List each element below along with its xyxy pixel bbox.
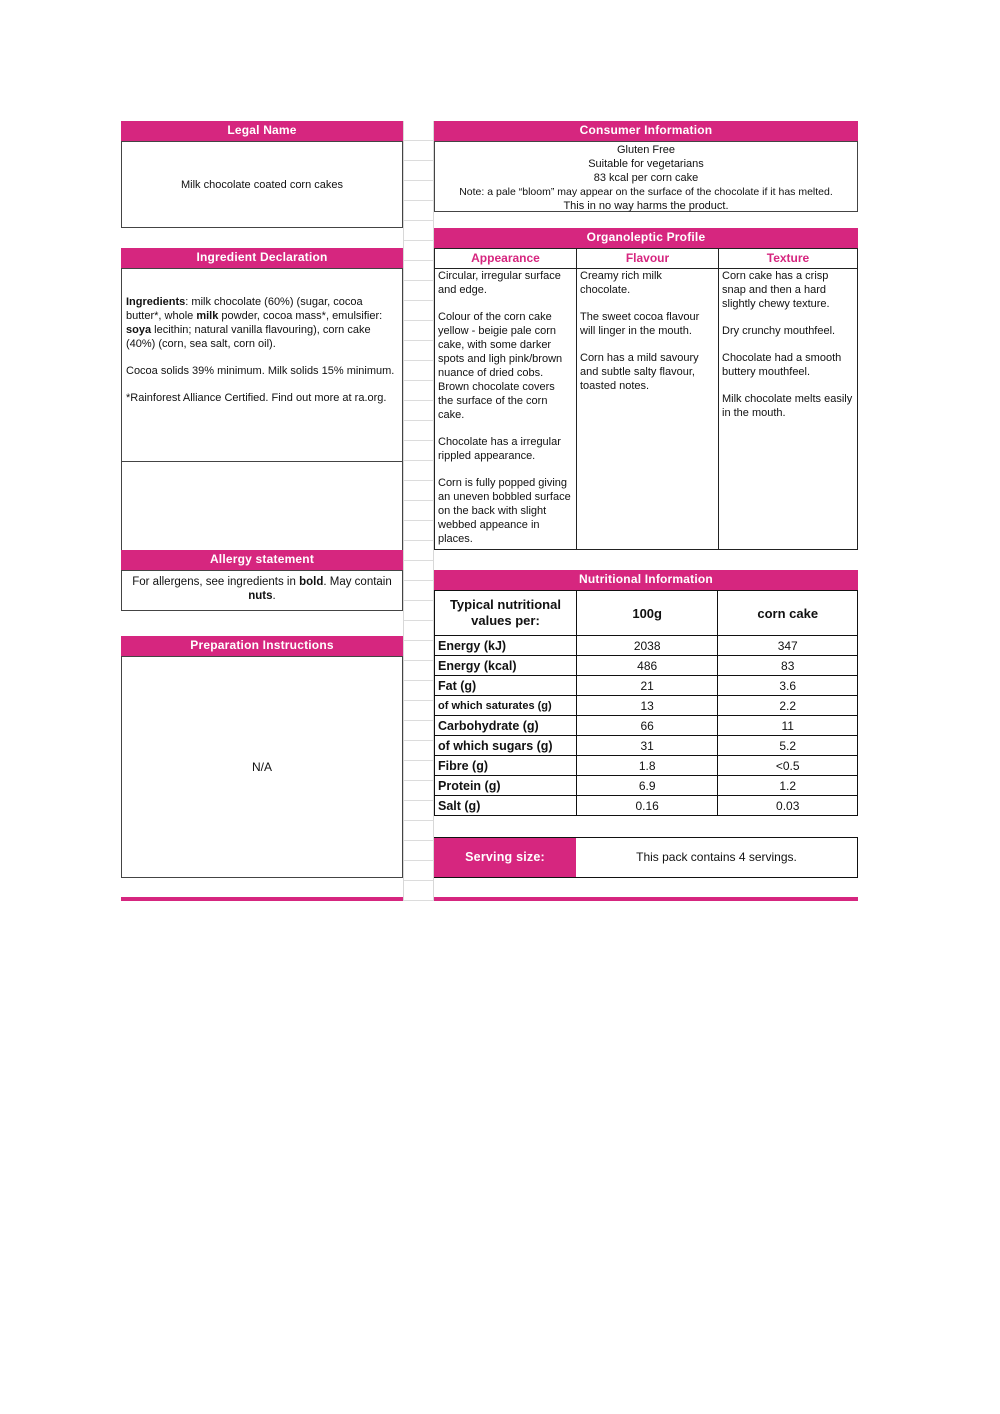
ingredients-part: powder, cocoa mass*, emulsifier: <box>218 310 383 322</box>
flavour-title: Flavour <box>577 249 718 269</box>
nutrition-label: Protein (g) <box>435 776 577 796</box>
serving-value: This pack contains 4 servings. <box>576 838 858 877</box>
nutrition-value-cake: <0.5 <box>718 756 858 776</box>
nutrition-label: Fibre (g) <box>435 756 577 776</box>
nutrition-label: Fat (g) <box>435 676 577 696</box>
ingredients-part: : milk chocolate (60%) (sugar, cocoa butter*, whole <box>126 296 363 322</box>
rainforest-note: *Rainforest Alliance Certified. Find out more at ra.org. <box>126 392 387 404</box>
nutrition-label: of which sugars (g) <box>435 736 577 756</box>
allergy-nuts: nuts <box>248 590 273 602</box>
ingredients-text <box>126 295 398 351</box>
texture-para: Milk chocolate melts easily in the mouth. <box>722 393 853 419</box>
nutrition-header: Nutritional Information <box>434 570 858 590</box>
nutrition-table <box>434 590 858 816</box>
nutrition-row <box>435 636 858 656</box>
consumer-line: This in no way harms the product. <box>563 200 729 212</box>
texture-para: Corn cake has a crisp snap and then a hard slightly chewy texture. <box>722 270 830 310</box>
left-bottom-rule <box>121 897 403 901</box>
nutrition-value-100g: 486 <box>576 656 718 676</box>
nutrition-value-100g: 21 <box>576 676 718 696</box>
nutrition-row <box>435 656 858 676</box>
nutrition-value-cake: 5.2 <box>718 736 858 756</box>
nutrition-label: Salt (g) <box>435 796 577 816</box>
flavour-body <box>577 269 718 393</box>
nutrition-value-100g: 1.8 <box>576 756 718 776</box>
allergy-box <box>121 570 403 611</box>
flavour-para: Creamy rich milk chocolate. <box>580 270 662 296</box>
texture-para: Chocolate had a smooth buttery mouthfeel. <box>722 352 842 378</box>
allergy-part: . <box>272 590 276 602</box>
appearance-para: Chocolate has a irregular rippled appearance. <box>438 436 561 462</box>
nutrition-value-100g: 66 <box>576 716 718 736</box>
cocoa-solids-text: Cocoa solids 39% minimum. Milk solids 15% minimum. <box>126 365 395 377</box>
nutrition-row <box>435 736 858 756</box>
allergy-text <box>132 576 392 602</box>
consumer-info-header: Consumer Information <box>434 121 858 141</box>
ingredient-spacer <box>121 462 403 550</box>
consumer-line: Suitable for vegetarians <box>588 158 704 170</box>
allergen-soya: soya <box>126 324 152 336</box>
allergy-header: Allergy statement <box>121 550 403 570</box>
nutrition-value-100g: 6.9 <box>576 776 718 796</box>
consumer-line: Gluten Free <box>616 144 676 156</box>
allergy-part: For allergens, see ingredients in <box>132 576 300 588</box>
nutrition-label: Energy (kcal) <box>435 656 577 676</box>
nutrition-value-cake: 11 <box>718 716 858 736</box>
appearance-title: Appearance <box>435 249 576 269</box>
consumer-line: 83 kcal per corn cake <box>593 172 699 184</box>
serving-row <box>434 837 858 878</box>
legal-name-header: Legal Name <box>121 121 403 141</box>
nutrition-value-cake: 347 <box>718 636 858 656</box>
nutrition-label: of which saturates (g) <box>435 696 577 716</box>
organoleptic-col-texture <box>719 249 857 549</box>
nutrition-row <box>435 696 858 716</box>
nutrition-label: Carbohydrate (g) <box>435 716 577 736</box>
flavour-para: Corn has a mild savoury and subtle salty flavour, toasted notes. <box>580 352 699 392</box>
nutrition-value-cake: 0.03 <box>718 796 858 816</box>
preparation-value: N/A <box>251 760 272 774</box>
allergy-bold: bold <box>299 576 324 588</box>
legal-name-box <box>121 141 403 228</box>
nutrition-value-cake: 1.2 <box>718 776 858 796</box>
nutrition-value-100g: 0.16 <box>576 796 718 816</box>
nutrition-row <box>435 716 858 736</box>
allergy-part: . May contain <box>323 576 392 588</box>
nutrition-col-label: Typical nutritional values per: <box>435 591 577 636</box>
nutrition-value-cake: 83 <box>718 656 858 676</box>
consumer-info-box <box>434 141 858 212</box>
ingredients-label: Ingredients <box>126 296 186 308</box>
nutrition-value-100g: 13 <box>576 696 718 716</box>
nutrition-row <box>435 776 858 796</box>
nutrition-row <box>435 756 858 776</box>
nutrition-col-cake: corn cake <box>718 591 858 636</box>
ingredient-header: Ingredient Declaration <box>121 248 403 268</box>
texture-para: Dry crunchy mouthfeel. <box>722 325 836 337</box>
organoleptic-table <box>434 248 858 550</box>
nutrition-row <box>435 676 858 696</box>
preparation-box <box>121 656 403 878</box>
consumer-line: Note: a pale “bloom” may appear on the surface of the chocolate if it has melted. <box>459 186 833 198</box>
sheet-grid <box>403 121 434 901</box>
appearance-para: Colour of the corn cake yellow - beigie pale corn cake, with some darker spots and ligh pink/brown nuance of dried cobs. Brown chocolate covers the surface of the corn cake. <box>438 311 563 421</box>
flavour-para: The sweet cocoa flavour will linger in the mouth. <box>580 311 700 337</box>
serving-label: Serving size: <box>434 838 576 877</box>
preparation-header: Preparation Instructions <box>121 636 403 656</box>
organoleptic-header: Organoleptic Profile <box>434 228 858 248</box>
appearance-para: Circular, irregular surface and edge. <box>438 270 561 296</box>
organoleptic-col-flavour <box>577 249 719 549</box>
nutrition-value-100g: 2038 <box>576 636 718 656</box>
nutrition-head-row <box>435 591 858 636</box>
texture-body <box>719 269 857 420</box>
nutrition-value-100g: 31 <box>576 736 718 756</box>
ingredient-box <box>121 268 403 462</box>
nutrition-value-cake: 3.6 <box>718 676 858 696</box>
allergen-milk: milk <box>196 310 219 322</box>
right-bottom-rule <box>434 897 858 901</box>
legal-name-value: Milk chocolate coated corn cakes <box>180 178 344 191</box>
nutrition-value-cake: 2.2 <box>718 696 858 716</box>
organoleptic-col-appearance <box>435 249 577 549</box>
appearance-para: Corn is fully popped giving an uneven bobbled surface on the back with slight webbed appeance in places. <box>438 477 571 545</box>
appearance-body <box>435 269 576 546</box>
ingredients-part: lecithin; natural vanilla flavouring), corn cake (40%) (corn, sea salt, corn oil). <box>126 324 371 350</box>
nutrition-col-100g: 100g <box>576 591 718 636</box>
texture-title: Texture <box>719 249 857 269</box>
nutrition-row <box>435 796 858 816</box>
nutrition-label: Energy (kJ) <box>435 636 577 656</box>
